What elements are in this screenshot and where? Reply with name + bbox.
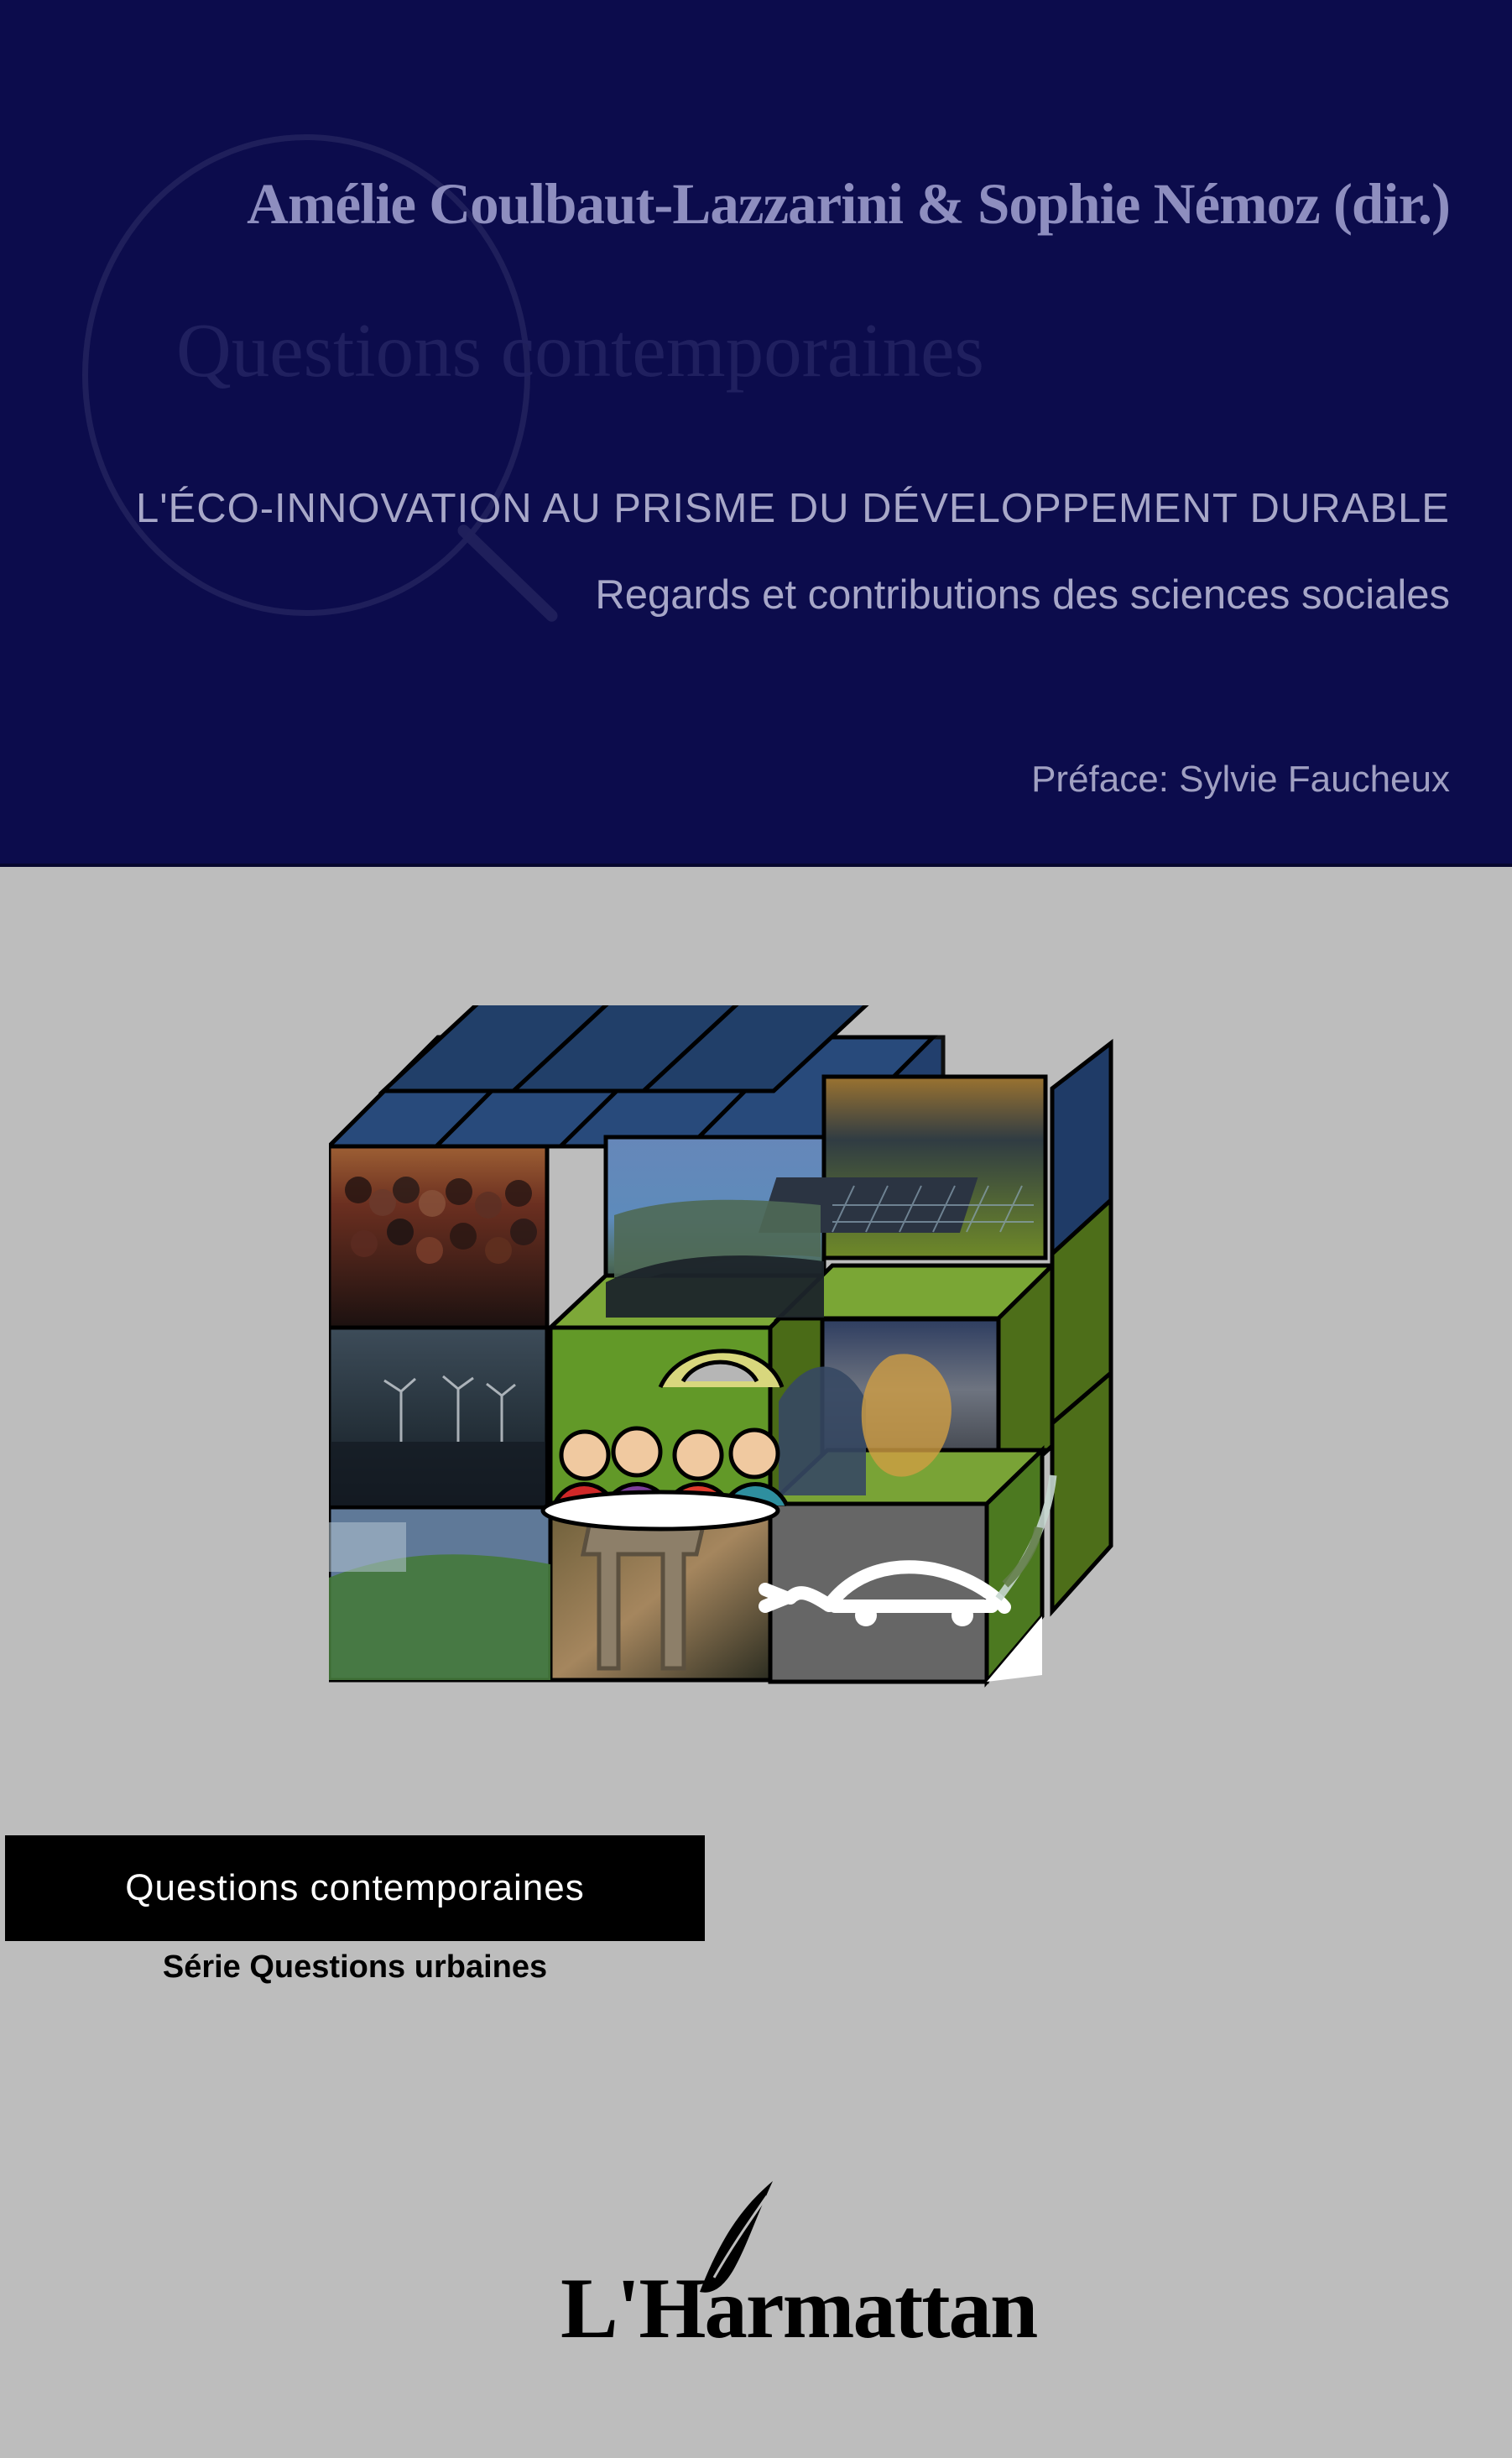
publisher-logo: L'Harmattan xyxy=(560,2261,1037,2356)
collection-watermark-text: Questions contemporaines xyxy=(176,308,984,393)
cover-header-band xyxy=(0,0,1512,867)
series-name: Série Questions urbaines xyxy=(162,1949,548,1985)
book-title: L'ÉCO-INNOVATION AU PRISME DU DÉVELOPPEMENT DURABLE xyxy=(135,486,1450,531)
cover-cube-collage xyxy=(329,1005,1186,1752)
preface-credit: Préface: Sylvie Faucheux xyxy=(1031,759,1450,800)
authors: Amélie Coulbaut-Lazzarini & Sophie Némoz (dir.) xyxy=(247,172,1450,236)
collection-q-tail xyxy=(456,522,560,624)
collection-name: Questions contemporaines xyxy=(5,1835,705,1941)
book-subtitle: Regards et contributions des sciences sociales xyxy=(595,572,1450,618)
